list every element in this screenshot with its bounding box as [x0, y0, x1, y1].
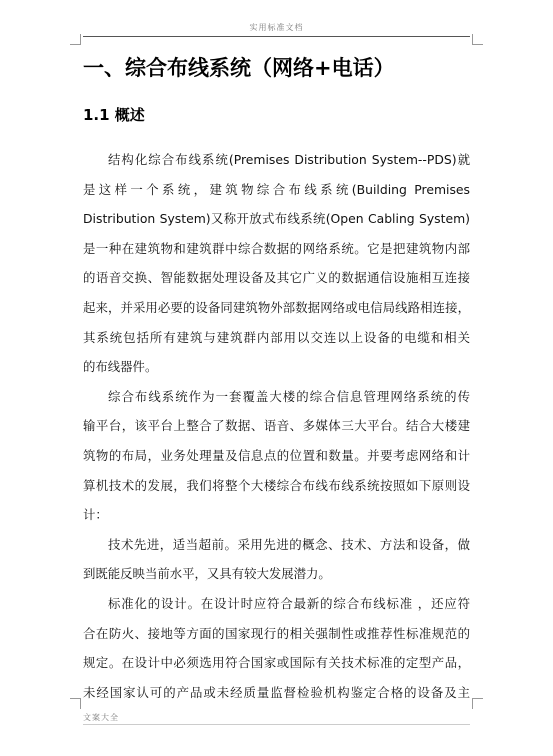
body-line: 未经国家认可的产品或未经质量监督检验机构鉴定合格的设备及主 — [83, 684, 470, 700]
body-line: Distribution System)又称开放式布线系统(Open Cabling System) — [83, 211, 470, 227]
page-header: 实用标准文档 — [249, 23, 304, 32]
body-line: 规定。在设计中必须选用符合国家或国际有关技术标准的定型产品， — [83, 655, 470, 671]
body-line: 的语音交换、智能数据处理设备及其它广义的数据通信设施相互连接 — [83, 270, 470, 286]
body-line: 起来，并采用必要的设备同建筑物外部数据网络或电信局线路相连接， — [83, 299, 470, 315]
body-line: 是这样一个系统，建筑物综合布线系统(Building Premises — [83, 181, 470, 197]
header-rule — [83, 36, 470, 37]
body-line: 算机技术的发展，我们将整个大楼综合布线布线系统按照如下原则设 — [83, 477, 470, 493]
body-line: 筑物的布局，业务处理量及信息点的位置和数量。并要考虑网络和计 — [83, 447, 470, 463]
heading-2: 1.1 概述 — [83, 106, 145, 124]
heading-1: 一、综合布线系统（网络+电话） — [83, 56, 395, 80]
body-line: 到既能反映当前水平，又具有较大发展潜力。 — [83, 566, 331, 582]
crop-mark-top-right — [472, 34, 483, 45]
body-line: 计： — [83, 507, 108, 523]
body-text — [83, 145, 470, 707]
body-line: 输平台，该平台上整合了数据、语音、多媒体三大平台。结合大楼建 — [83, 418, 470, 434]
page-footer: 文案大全 — [83, 713, 119, 722]
body-line: 其系统包括所有建筑与建筑群内部用以交连以上设备的电缆和相关 — [83, 329, 470, 345]
body-line: 合在防火、接地等方面的国家现行的相关强制性或推荐性标准规范的 — [83, 625, 470, 641]
body-line: 结构化综合布线系统(Premises Distribution System--PDS)就 — [108, 152, 470, 167]
crop-mark-bottom-left — [70, 698, 81, 709]
body-line: 综合布线系统作为一套覆盖大楼的综合信息管理网络系统的传 — [108, 388, 470, 404]
crop-mark-top-left — [70, 34, 81, 45]
crop-mark-bottom-right — [472, 698, 483, 709]
body-line: 标准化的设计。在设计时应符合最新的综合布线标准 ，还应符 — [108, 595, 470, 611]
body-line: 技术先进，适当超前。采用先进的概念、技术、方法和设备，做 — [108, 536, 470, 552]
body-line: 是一种在建筑物和建筑群中综合数据的网络系统。它是把建筑物内部 — [83, 240, 470, 256]
footer-rule — [83, 724, 470, 725]
body-line: 的布线器件。 — [83, 359, 158, 375]
